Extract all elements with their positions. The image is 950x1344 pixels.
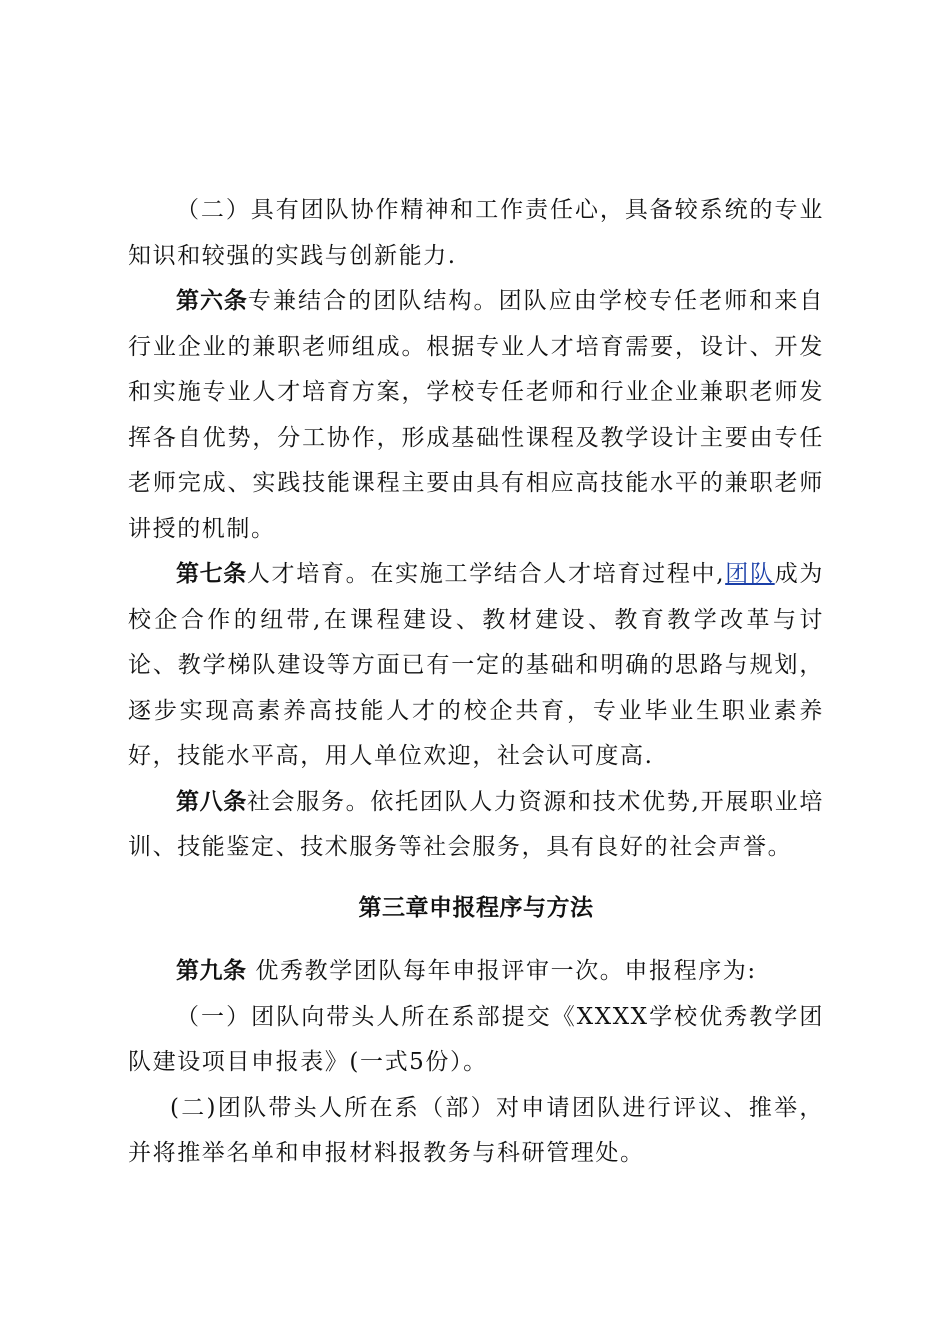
article-7-text-after: 成为校企合作的纽带,在课程建设、教材建设、教育教学改革与讨论、教学梯队建设等方面已有一定的基础和明确的思路与规划，逐步实现高素养高技能人才的校企共育，专业毕业生职业素养好，技能水平高，用人单位欢迎，社会认可度高.	[128, 561, 825, 769]
article-6-label: 第六条	[176, 288, 248, 314]
article-8-label: 第八条	[176, 788, 247, 815]
article-9-paragraph	[128, 949, 824, 995]
document-body	[128, 188, 824, 1177]
article-9-label: 第九条	[176, 958, 247, 984]
article-6-text: 专兼结合的团队结构。团队应由学校专任老师和来自行业企业的兼职老师组成。根据专业人才培育需要，设计、开发和实施专业人才培育方案，学校专任老师和行业企业兼职老师发挥各自优势，分工协作，形成基础性课程及教学设计主要由专任老师完成、实践技能课程主要由具有相应高技能水平的兼职老师讲授的机制。	[128, 288, 824, 542]
paragraph-text: （二）具有团队协作精神和工作责任心，具备较系统的专业知识和较强的实践与创新能力.	[128, 197, 824, 269]
article-6-paragraph	[128, 279, 824, 552]
article-7-text-before: 人才培育。在实施工学结合人才培育过程中,	[246, 561, 726, 587]
article-9-text: 优秀教学团队每年申报评审一次。申报程序为:	[246, 958, 757, 984]
chapter-3-heading: 第三章申报程序与方法	[358, 894, 594, 921]
procedure-step-1-text: （一）团队向带头人所在系部提交《XXXX学校优秀教学团队建设项目申报表》(一式5份）。	[128, 1003, 824, 1075]
team-link[interactable]: 团队	[725, 561, 775, 587]
article-7-label: 第七条	[176, 561, 247, 587]
procedure-step-2	[128, 1086, 824, 1177]
procedure-step-2-text: (二)团队带头人所在系（部）对申请团队进行评议、推举，并将推举名单和申报材料报教务与科研管理处。	[128, 1094, 824, 1166]
article-8-text: 社会服务。依托团队人力资源和技术优势,开展职业培训、技能鉴定、技术服务等社会服务，具有良好的社会声誉。	[128, 788, 824, 860]
article-7-paragraph	[128, 552, 824, 780]
procedure-step-1	[128, 995, 824, 1086]
article-8-paragraph	[128, 780, 824, 871]
paragraph-team-spirit	[128, 188, 824, 279]
